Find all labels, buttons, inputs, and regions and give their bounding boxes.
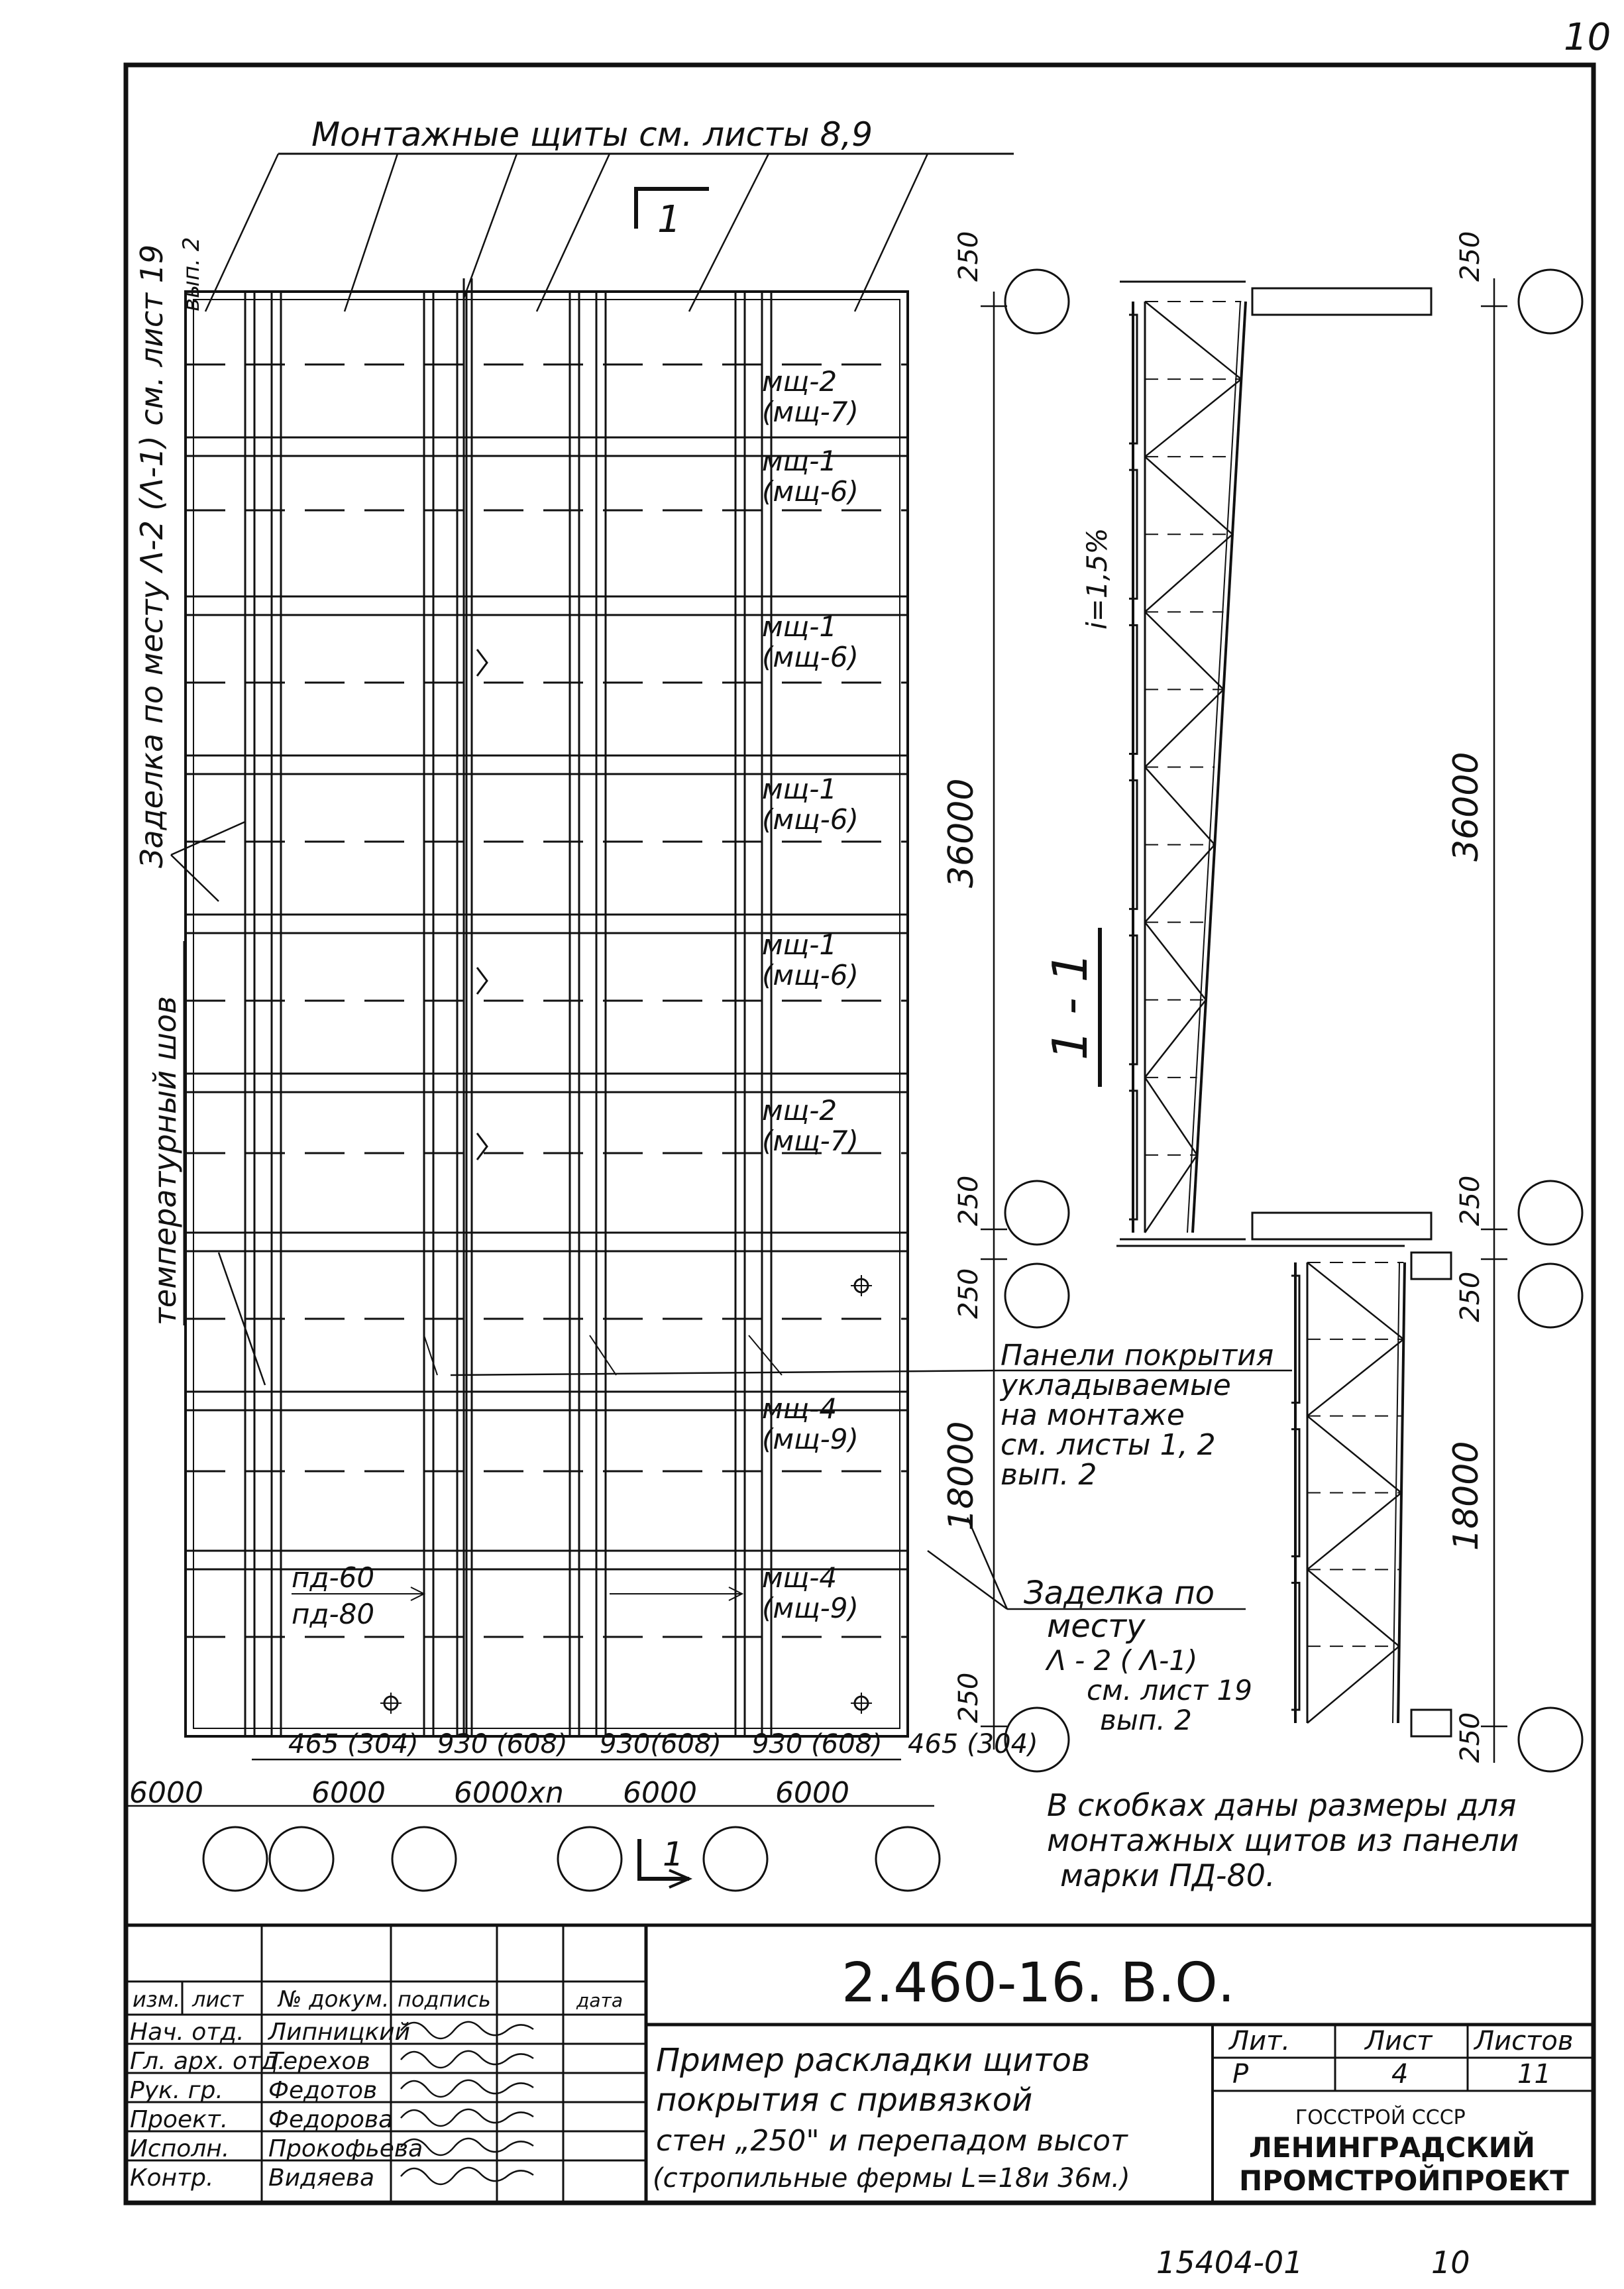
sheet-header: Лист	[1365, 2026, 1433, 2056]
svg-text:на монтаже: на монтаже	[1001, 1398, 1185, 1432]
plan-dim-250-b: 250	[953, 1175, 984, 1226]
title-line-4: (стропильные фермы L=18и 36м.)	[653, 2163, 1130, 2194]
sheets-header: Листов	[1474, 2026, 1574, 2056]
signature	[401, 2168, 533, 2184]
plan-dim-250-c: 250	[953, 1268, 984, 1319]
svg-text:1: 1	[657, 198, 681, 241]
panel-label-alt: (мщ-7)	[762, 1125, 859, 1157]
tb-name: Липницкий	[268, 2019, 410, 2046]
notes	[424, 1335, 1519, 1893]
tb-role: Проект.	[130, 2106, 229, 2133]
bottom-stamp: 15404-01	[1156, 2245, 1303, 2280]
left-note-fill-sub: вып. 2	[178, 237, 205, 311]
plan-bottom-dim-labels	[129, 1729, 1038, 1810]
left-note-fill: Заделка по месту Λ-2 (Λ-1) см. лист 19	[134, 244, 170, 868]
panel-label-main: мщ-4	[762, 1561, 838, 1594]
panel-label	[762, 928, 859, 991]
svg-text:пд-60: пд-60	[292, 1561, 375, 1594]
bottom-dim: 6000	[623, 1776, 697, 1810]
tb-role: Исполн.	[130, 2135, 230, 2162]
org-line-1: ГОССТРОЙ СССР	[1295, 2106, 1466, 2129]
panel-label-main: мщ-2	[762, 365, 838, 398]
section-mark-top	[636, 189, 709, 241]
lit-value: Р	[1232, 2059, 1249, 2090]
panel-label-alt: (мщ-6)	[762, 641, 859, 673]
plan-dim-18000: 18000	[942, 1421, 981, 1531]
section-mark-bottom	[639, 1835, 689, 1887]
sheet-frame	[126, 65, 1594, 2203]
svg-text:вып. 2: вып. 2	[1100, 1704, 1192, 1736]
col-izm: изм.	[133, 1987, 181, 2012]
signature	[401, 2109, 533, 2126]
lit-header: Лит.	[1229, 2026, 1291, 2056]
title-line-3: стен „250" и перепадом высот	[656, 2124, 1128, 2158]
panel-label-alt: (мщ-6)	[762, 475, 859, 508]
section-trusses	[1116, 282, 1451, 1736]
title-line-2: покрытия с привязкой	[656, 2082, 1033, 2119]
svg-text:марки ПД-80.: марки ПД-80.	[1060, 1858, 1275, 1893]
section-dim-36000: 36000	[1446, 752, 1486, 862]
section-axis-markers	[1519, 270, 1582, 1771]
tb-role: Нач. отд.	[130, 2019, 244, 2046]
note-panels	[424, 1335, 1292, 1492]
panel-label	[762, 1094, 859, 1157]
svg-text:монтажных щитов из панели: монтажных щитов из панели	[1047, 1822, 1519, 1858]
panel-labels	[762, 365, 859, 1624]
svg-text:Заделка по: Заделка по	[1024, 1575, 1215, 1612]
section-slope: i=1,5%	[1081, 528, 1113, 630]
col-list: лист	[192, 1987, 244, 2012]
section-dim-18000: 18000	[1446, 1441, 1486, 1551]
bottom-dim: 6000	[775, 1776, 849, 1810]
tb-name: Видяева	[268, 2164, 375, 2192]
signature	[401, 2051, 533, 2068]
svg-text:укладываемые: укладываемые	[1001, 1368, 1231, 1402]
tb-name: Федотов	[268, 2077, 378, 2104]
svg-text:см. лист 19: см. лист 19	[1087, 1674, 1252, 1706]
panel-label	[762, 773, 859, 836]
col-sign: подпись	[398, 1987, 491, 2012]
svg-text:1: 1	[663, 1835, 684, 1873]
bottom-page-number: 10	[1431, 2245, 1470, 2280]
panel-label	[762, 1392, 859, 1455]
bottom-dim-top: 930 (608)	[437, 1729, 568, 1759]
panel-label-main: мщ-1	[762, 928, 838, 961]
section-dim-250-a: 250	[1455, 231, 1486, 282]
panel-label-alt: (мщ-9)	[762, 1423, 859, 1455]
pd-labels	[292, 1561, 742, 1630]
bottom-dim-top: 930 (608)	[752, 1729, 883, 1759]
svg-text:В скобках даны размеры для: В скобках даны размеры для	[1047, 1787, 1517, 1823]
title-block	[126, 1925, 1594, 2203]
plan-axis-markers-bottom	[203, 1827, 940, 1891]
panel-label	[762, 610, 859, 673]
panel-label	[762, 365, 859, 428]
section-view	[1042, 231, 1582, 1771]
bottom-dim-top: 930(608)	[600, 1729, 722, 1759]
doc-code: 2.460-16. В.О.	[841, 1952, 1235, 2015]
panel-label-main: мщ-1	[762, 445, 838, 477]
panel-label-main: мщ-2	[762, 1094, 838, 1127]
panel-label-alt: (мщ-6)	[762, 803, 859, 836]
plan-outline	[186, 292, 908, 1736]
svg-text:Λ - 2 ( Λ-1): Λ - 2 ( Λ-1)	[1047, 1644, 1198, 1677]
tb-role: Гл. арх. отд.	[130, 2048, 286, 2075]
plan-view	[126, 115, 1069, 1891]
col-doc: № докум.	[278, 1986, 390, 2013]
org-line-2: ЛЕНИНГРАДСКИЙ	[1249, 2131, 1535, 2164]
panel-label	[762, 1561, 859, 1624]
left-note-expansion-joint: температурный шов	[147, 995, 183, 1325]
bottom-dim-top: 465 (304)	[288, 1729, 419, 1759]
section-dim-250-b: 250	[1455, 1175, 1486, 1226]
tb-name: Прокофьева	[268, 2135, 423, 2162]
plan-dim-250-d: 250	[953, 1672, 984, 1723]
plan-dim-250-a: 250	[953, 231, 984, 282]
panel-label-alt: (мщ-6)	[762, 959, 859, 991]
signature	[401, 2080, 533, 2097]
panel-label	[762, 445, 859, 508]
plan-dim-36000: 36000	[942, 778, 981, 888]
bottom-dim: 6000xn	[454, 1776, 564, 1810]
section-title: 1 - 1	[1042, 952, 1098, 1060]
svg-text:пд-80: пд-80	[292, 1598, 375, 1630]
panel-label-main: мщ-1	[762, 610, 838, 643]
section-dim-250-c: 250	[1455, 1271, 1486, 1322]
bottom-dim: 6000	[129, 1776, 203, 1810]
tb-name: Терехов	[268, 2048, 370, 2075]
plan-vertical-dims	[981, 292, 1007, 1750]
corner-page-number: 10	[1564, 16, 1611, 59]
bottom-dim: 6000	[311, 1776, 386, 1810]
panel-label-main: мщ-1	[762, 773, 838, 805]
svg-text:Панели покрытия: Панели покрытия	[1001, 1339, 1274, 1372]
svg-text:месту: месту	[1047, 1608, 1146, 1645]
col-date: дата	[576, 1989, 623, 2011]
sheet-value: 4	[1391, 2059, 1409, 2090]
header-leaders	[205, 154, 928, 311]
panel-label-main: мщ-4	[762, 1392, 838, 1425]
bottom-dim-top: 465 (304)	[908, 1729, 1038, 1759]
panel-label-alt: (мщ-9)	[762, 1592, 859, 1624]
sheets-value: 11	[1517, 2059, 1551, 2090]
org-line-3: ПРОМСТРОЙПРОЕКТ	[1239, 2164, 1569, 2197]
plan-header-label: Монтажные щиты см. листы 8,9	[311, 115, 873, 154]
tb-role: Рук. гр.	[130, 2077, 223, 2104]
svg-text:см. листы 1, 2: см. листы 1, 2	[1001, 1428, 1216, 1462]
note-brackets	[1047, 1787, 1519, 1893]
title-line-1: Пример раскладки щитов	[656, 2042, 1091, 2079]
signature	[401, 2022, 533, 2038]
panel-label-alt: (мщ-7)	[762, 396, 859, 428]
section-dim-250-d: 250	[1455, 1712, 1486, 1763]
tb-name: Федорова	[268, 2106, 394, 2133]
tb-role: Контр.	[130, 2164, 214, 2192]
svg-text:вып. 2: вып. 2	[1001, 1458, 1097, 1492]
